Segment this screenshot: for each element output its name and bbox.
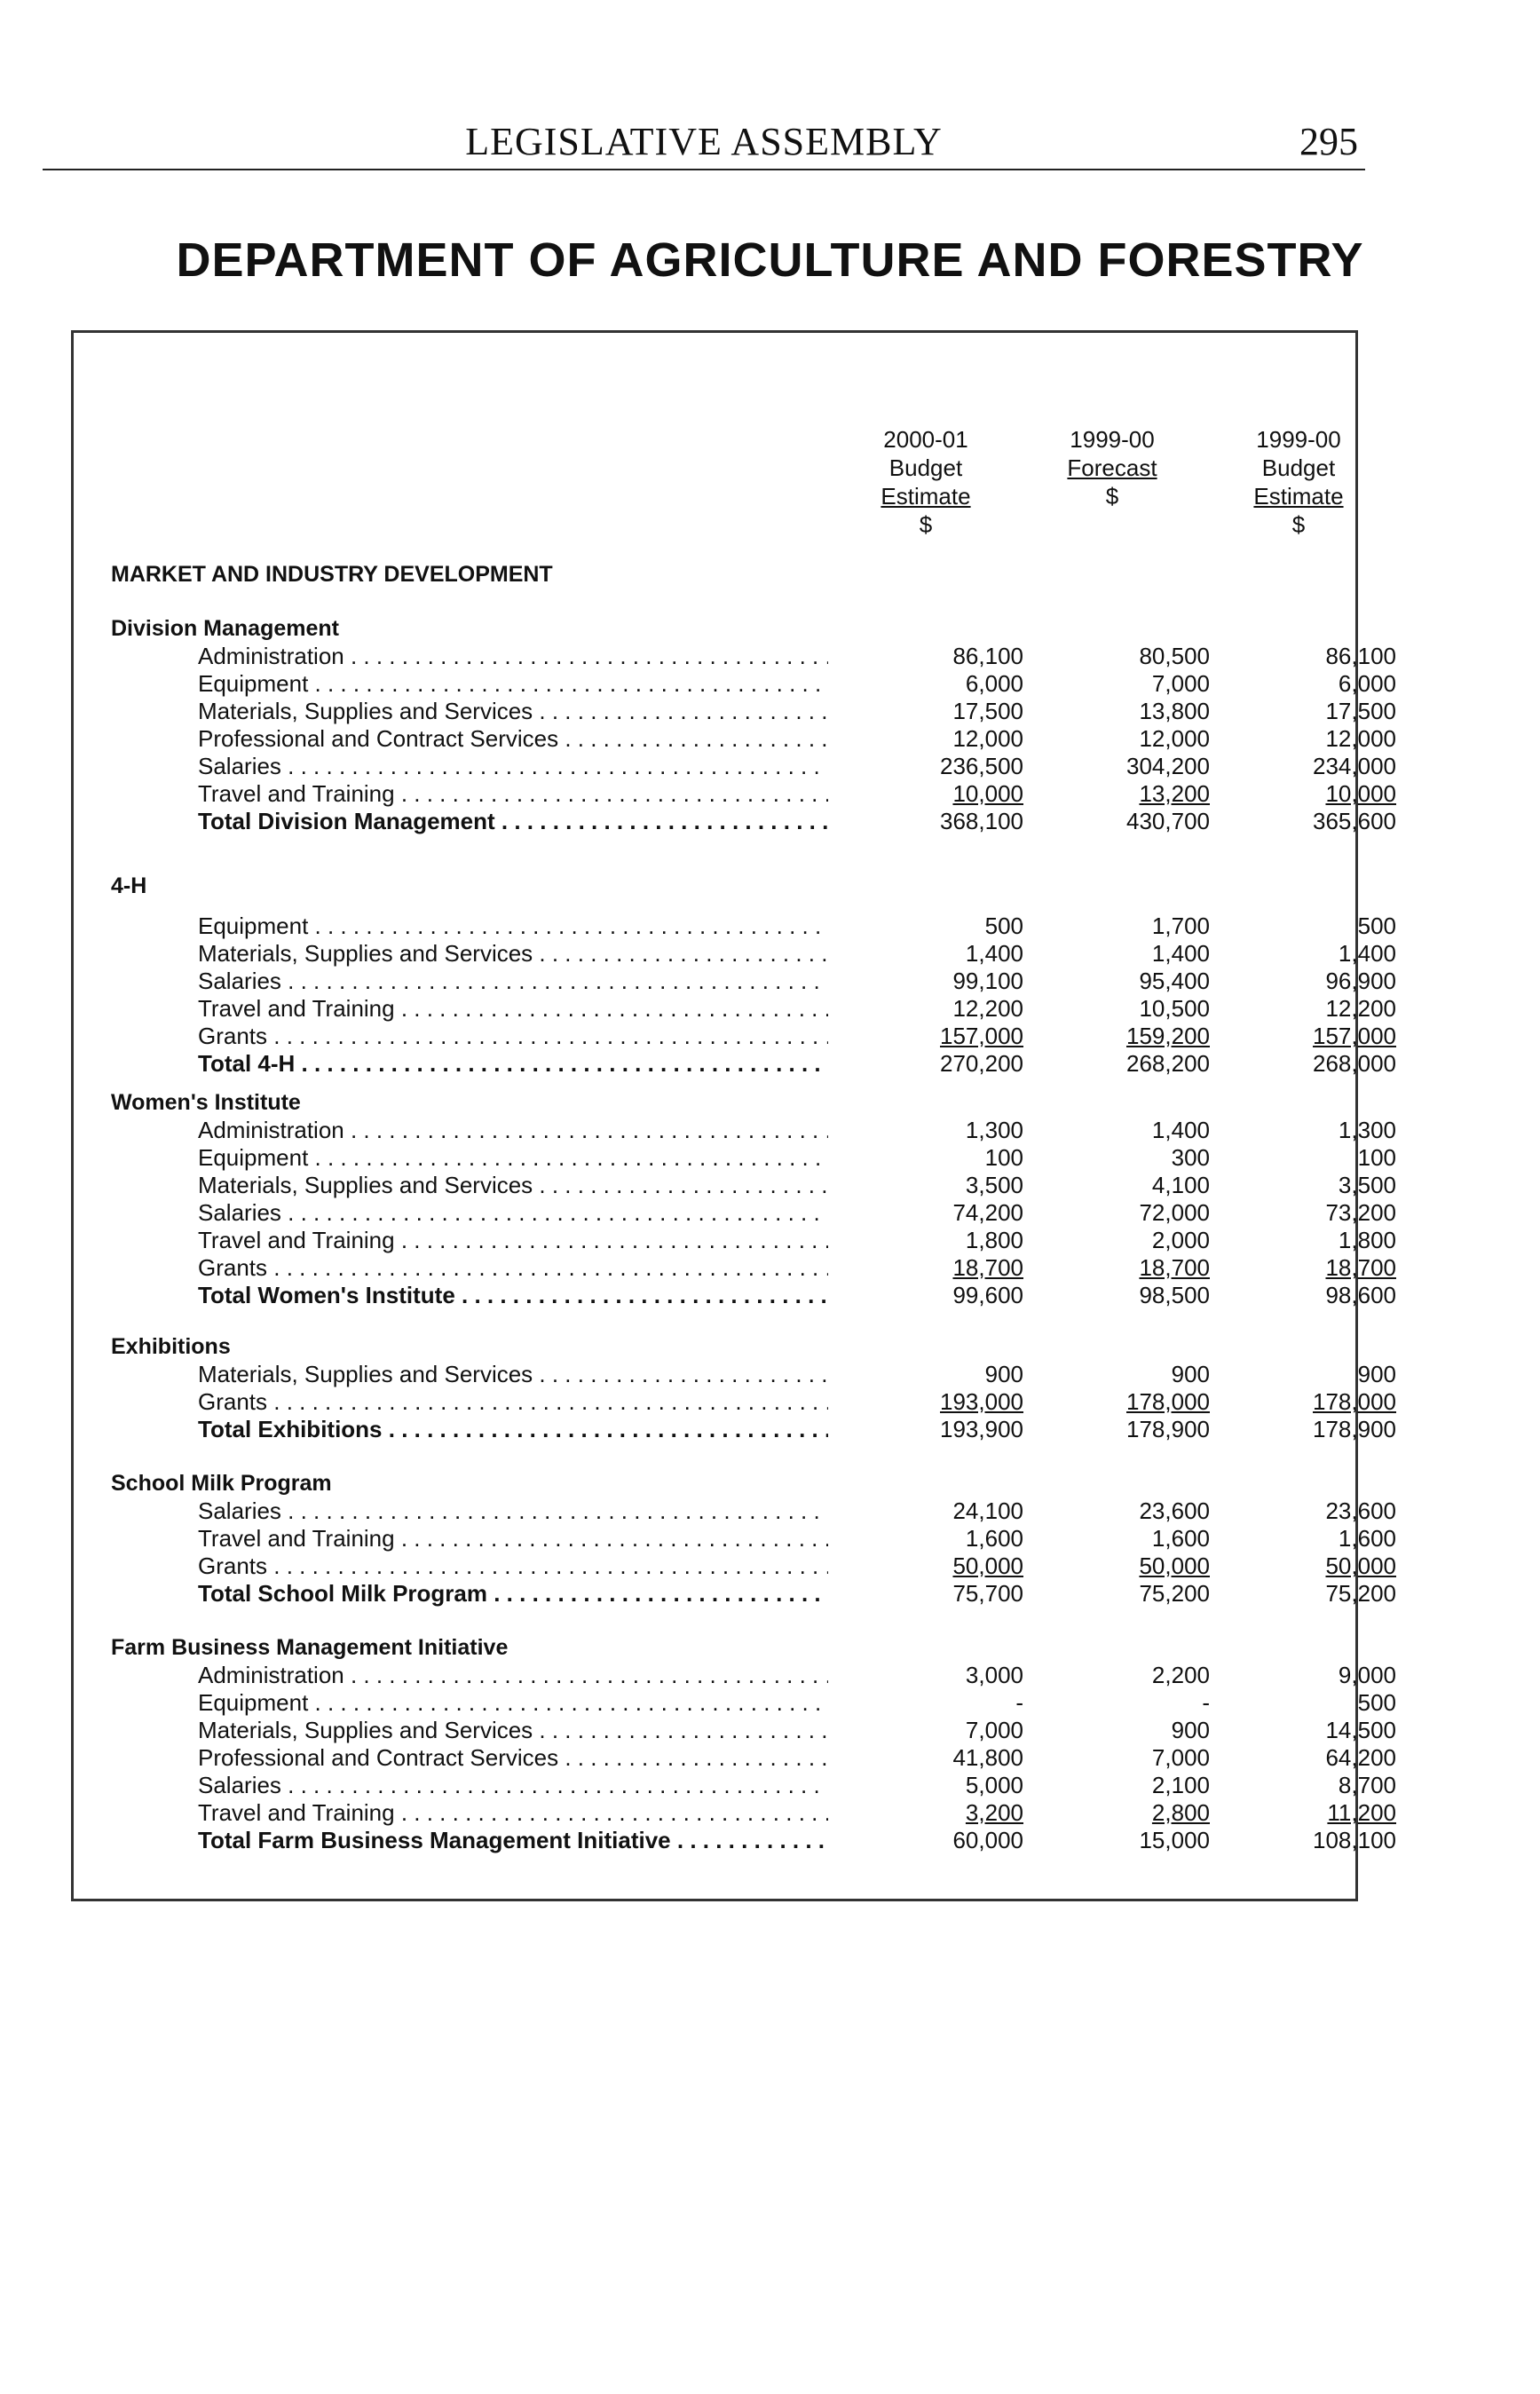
amount-cell: 3,000 [965,1662,1023,1688]
table-row [74,1282,1396,1309]
amount-cell: 193,000 [940,1388,1023,1415]
table-row [74,1023,1396,1050]
amount-cell: 86,100 [952,643,1023,669]
amount-cell: 2,200 [1151,1662,1210,1688]
amount-cell: 12,200 [1325,995,1396,1022]
amount-cell: 4,100 [1151,1172,1210,1198]
line-item-label: Administration . . . [198,643,828,670]
line-item-label: Salaries . . . [198,968,828,995]
section-title: Exhibitions [111,1334,231,1359]
amount-cell: 12,200 [952,995,1023,1022]
amount-cell: 23,600 [1325,1497,1396,1524]
amount-cell: 18,700 [1325,1254,1396,1281]
table-row [74,940,1396,968]
amount-cell: 900 [984,1361,1023,1387]
section-title: Women's Institute [111,1090,301,1115]
table-row [74,725,1396,753]
amount-cell: 6,000 [1338,670,1396,697]
line-item-label: Equipment . . . [198,913,828,940]
total-label: Total School Milk Program . . . [198,1580,828,1608]
amount-cell: 7,000 [1151,670,1210,697]
table-row [74,1050,1396,1078]
amount-cell: 3,200 [965,1799,1023,1826]
line-item-label: Materials, Supplies and Services . . . [198,940,828,968]
line-item-label: Grants . . . [198,1388,828,1416]
amount-cell: 12,000 [952,725,1023,752]
table-row [74,1388,1396,1416]
line-item-label: Grants . . . [198,1023,828,1050]
amount-cell: 18,700 [952,1254,1023,1281]
column-header-2000-01-budget-estimate [837,425,1015,539]
col-head-line: Estimate [881,483,971,510]
amount-cell: 157,000 [1313,1023,1396,1049]
amount-cell: 178,000 [1126,1388,1210,1415]
amount-cell: 900 [1357,1361,1396,1387]
line-item-label: Professional and Contract Services . . . [198,725,828,753]
amount-cell: 50,000 [952,1553,1023,1579]
amount-cell: 75,200 [1139,1580,1210,1607]
line-item-label: Materials, Supplies and Services . . . [198,1361,828,1388]
amount-cell: 234,000 [1313,753,1396,779]
amount-cell: 2,100 [1151,1772,1210,1798]
amount-cell: 368,100 [940,808,1023,834]
line-item-label: Salaries . . . [198,1497,828,1525]
amount-cell: 193,900 [940,1416,1023,1442]
table-row [74,1117,1396,1144]
amount-cell: 24,100 [952,1497,1023,1524]
amount-cell: 72,000 [1139,1199,1210,1226]
table-row [74,968,1396,995]
amount-cell: 268,200 [1126,1050,1210,1077]
running-head-title: LEGISLATIVE ASSEMBLY [465,120,943,163]
amount-cell: 1,400 [1338,940,1396,967]
col-head-line: Forecast [1067,454,1157,481]
amount-cell: 1,700 [1151,913,1210,939]
amount-cell: 99,600 [952,1282,1023,1308]
amount-cell: 10,000 [1325,780,1396,807]
line-item-label: Travel and Training . . . [198,780,828,808]
amount-cell: 18,700 [1139,1254,1210,1281]
section-title: School Milk Program [111,1471,332,1496]
table-row [74,753,1396,780]
table-row [74,1254,1396,1282]
col-head-line: Budget [1261,454,1336,481]
amount-cell: 1,800 [1338,1227,1396,1253]
amount-cell: 7,000 [1151,1744,1210,1771]
amount-cell: 268,000 [1313,1050,1396,1077]
col-head-unit: $ [1105,483,1119,510]
amount-cell: 159,200 [1126,1023,1210,1049]
table-row [74,1772,1396,1799]
line-item-label: Travel and Training . . . [198,1227,828,1254]
line-item-label: Materials, Supplies and Services . . . [198,1172,828,1199]
amount-cell: 41,800 [952,1744,1023,1771]
table-row [74,1799,1396,1827]
amount-cell: 100 [984,1144,1023,1171]
line-item-label: Travel and Training . . . [198,1799,828,1827]
amount-cell: 98,600 [1325,1282,1396,1308]
amount-cell: 64,200 [1325,1744,1396,1771]
amount-cell: 178,900 [1126,1416,1210,1442]
amount-cell: 98,500 [1139,1282,1210,1308]
amount-cell: 1,800 [965,1227,1023,1253]
amount-cell: 3,500 [1338,1172,1396,1198]
amount-cell: 5,000 [965,1772,1023,1798]
amount-cell: 430,700 [1126,808,1210,834]
amount-cell: 13,200 [1139,780,1210,807]
col-head-unit: $ [919,511,933,538]
table-row [74,780,1396,808]
amount-cell: 900 [1171,1717,1210,1743]
amount-cell: 1,400 [965,940,1023,967]
section-title: Division Management [111,616,339,641]
line-item-label: Grants . . . [198,1254,828,1282]
amount-cell: 12,000 [1139,725,1210,752]
running-head [43,115,1365,170]
amount-cell: 99,100 [952,968,1023,994]
amount-cell: 178,900 [1313,1416,1396,1442]
col-head-line: Budget [888,454,963,481]
amount-cell: 12,000 [1325,725,1396,752]
amount-cell: 60,000 [952,1827,1023,1853]
line-item-label: Salaries . . . [198,753,828,780]
amount-cell: 15,000 [1139,1827,1210,1853]
amount-cell: 304,200 [1126,753,1210,779]
program-heading: MARKET AND INDUSTRY DEVELOPMENT [111,562,553,587]
table-row [74,1689,1396,1717]
table-row [74,698,1396,725]
amount-cell: 500 [1357,913,1396,939]
amount-cell: 236,500 [940,753,1023,779]
amount-cell: 86,100 [1325,643,1396,669]
amount-cell: 13,800 [1139,698,1210,724]
table-row [74,1744,1396,1772]
amount-cell: 1,300 [1338,1117,1396,1143]
amount-cell: 6,000 [965,670,1023,697]
table-row [74,1827,1396,1854]
amount-cell: 108,100 [1313,1827,1396,1853]
line-item-label: Administration . . . [198,1117,828,1144]
amount-cell: - [1015,1689,1023,1716]
amount-cell: - [1202,1689,1210,1716]
amount-cell: 900 [1171,1361,1210,1387]
amount-cell: 300 [1171,1144,1210,1171]
amount-cell: 1,600 [1151,1525,1210,1552]
line-item-label: Professional and Contract Services . . . [198,1744,828,1772]
amount-cell: 11,200 [1327,1799,1396,1826]
amount-cell: 365,600 [1313,808,1396,834]
amount-cell: 14,500 [1325,1717,1396,1743]
table-row [74,808,1396,835]
amount-cell: 3,500 [965,1172,1023,1198]
line-item-label: Salaries . . . [198,1772,828,1799]
budget-table-frame [71,330,1396,1901]
line-item-label: Equipment . . . [198,670,828,698]
amount-cell: 500 [1357,1689,1396,1716]
table-row [74,1553,1396,1580]
line-item-label: Travel and Training . . . [198,995,828,1023]
section-title: Farm Business Management Initiative [111,1635,509,1660]
table-row [74,1497,1396,1525]
col-head-unit: $ [1291,511,1306,538]
table-row [74,1416,1396,1443]
amount-cell: 1,400 [1151,940,1210,967]
amount-cell: 157,000 [940,1023,1023,1049]
amount-cell: 17,500 [952,698,1023,724]
line-item-label: Grants . . . [198,1553,828,1580]
amount-cell: 23,600 [1139,1497,1210,1524]
department-title: DEPARTMENT OF AGRICULTURE AND FORESTRY [176,233,1364,287]
amount-cell: 95,400 [1139,968,1210,994]
section-title: 4-H [111,873,147,898]
total-label: Total Women's Institute . . . [198,1282,828,1309]
amount-cell: 178,000 [1313,1388,1396,1415]
line-item-label: Equipment . . . [198,1144,828,1172]
table-row [74,1525,1396,1553]
table-row [74,1172,1396,1199]
table-row [74,1227,1396,1254]
amount-cell: 1,600 [965,1525,1023,1552]
total-label: Total Division Management . . . [198,808,828,835]
page-number: 295 [1299,120,1358,163]
amount-cell: 100 [1357,1144,1396,1171]
total-label: Total 4-H . . . [198,1050,828,1078]
amount-cell: 1,300 [965,1117,1023,1143]
amount-cell: 75,700 [952,1580,1023,1607]
col-head-line: 2000-01 [883,426,968,453]
amount-cell: 1,400 [1151,1117,1210,1143]
amount-cell: 9,000 [1338,1662,1396,1688]
amount-cell: 270,200 [940,1050,1023,1077]
table-row [74,995,1396,1023]
col-head-line: Estimate [1253,483,1344,510]
col-head-line: 1999-00 [1070,426,1155,453]
amount-cell: 1,600 [1338,1525,1396,1552]
amount-cell: 50,000 [1139,1553,1210,1579]
line-item-label: Salaries . . . [198,1199,828,1227]
amount-cell: 74,200 [952,1199,1023,1226]
column-header-1999-00-budget-estimate [1210,425,1387,539]
table-row [74,913,1396,940]
table-row [74,1717,1396,1744]
table-row [74,1144,1396,1172]
amount-cell: 73,200 [1325,1199,1396,1226]
table-row [74,643,1396,670]
line-item-label: Administration . . . [198,1662,828,1689]
table-row [74,1580,1396,1608]
col-head-line: 1999-00 [1256,426,1341,453]
amount-cell: 7,000 [965,1717,1023,1743]
amount-cell: 10,000 [952,780,1023,807]
total-label: Total Exhibitions . . . [198,1416,828,1443]
amount-cell: 8,700 [1338,1772,1396,1798]
line-item-label: Materials, Supplies and Services . . . [198,698,828,725]
table-row [74,1361,1396,1388]
table-row [74,670,1396,698]
amount-cell: 10,500 [1139,995,1210,1022]
column-header-1999-00-forecast [1023,425,1201,510]
table-row [74,1199,1396,1227]
total-label: Total Farm Business Management Initiative . . . [198,1827,828,1854]
amount-cell: 50,000 [1325,1553,1396,1579]
table-row [74,1662,1396,1689]
line-item-label: Travel and Training . . . [198,1525,828,1553]
amount-cell: 17,500 [1325,698,1396,724]
amount-cell: 2,800 [1151,1799,1210,1826]
amount-cell: 96,900 [1325,968,1396,994]
line-item-label: Materials, Supplies and Services . . . [198,1717,828,1744]
amount-cell: 80,500 [1139,643,1210,669]
line-item-label: Equipment . . . [198,1689,828,1717]
amount-cell: 75,200 [1325,1580,1396,1607]
amount-cell: 2,000 [1151,1227,1210,1253]
amount-cell: 500 [984,913,1023,939]
